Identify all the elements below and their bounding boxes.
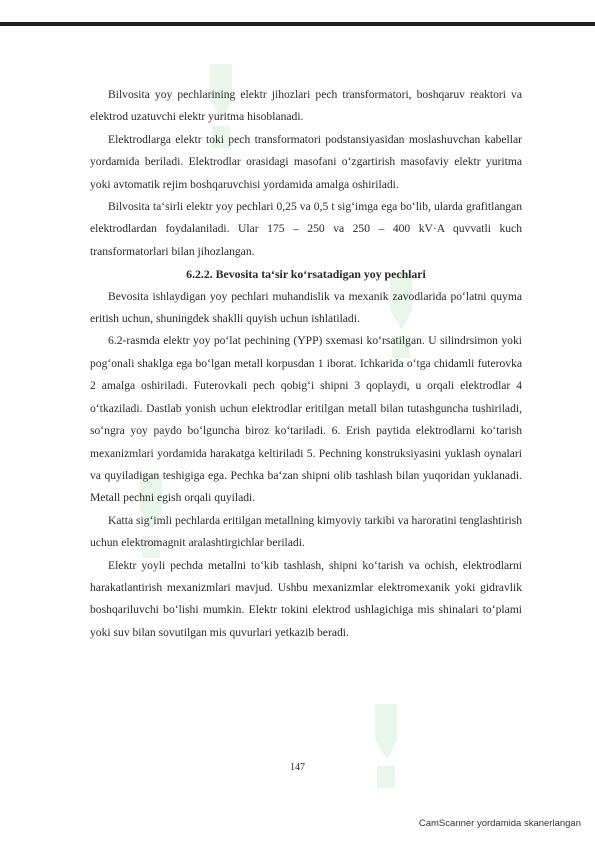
page-number: 147 — [290, 762, 305, 773]
paragraph: 6.2-rasmda elektr yoy po‘lat pechining (YPP) sxemasi ko‘rsatilgan. U silindrsimon yoki pog‘onali shaklga ega bo‘lgan metall korpusdan 1 iborat. Ichkarida o‘tga chidamli futerovka 2 amalga oshiriladi. Futerovkali pech qobig‘i shipni 3 qoplaydi, u orqali elektrodlar 4 o‘tkaziladi. Dastlab yonish uchun elektrodlar eritilgan metall bilan tutashguncha tushiriladi, so‘ngra yoy paydo bo‘lguncha biroz ko‘tariladi. 6. Erish paytida elektrodlarni ko‘tarish mexanizmlari yordamida harakatga keltiriladi 5. Pechning konstruksiyasini yuklash oynalari va quyiladigan teshigiga ega. Pechka ba‘zan shipni olib tashlash bilan yuqoridan yuklanadi. Metall pechni egish orqali quyiladi. — [90, 334, 522, 505]
paragraph: Bilvosita yoy pechlarining elektr jihozlari pech transformatori, boshqaruv reaktori va elektrod uzatuvchi elektr yuritma hisoblanadi. — [90, 88, 522, 124]
paragraph: Elektrodlarga elektr toki pech transformatori podstansiyasidan moslashuvchan kabellar yordamida beriladi. Elektrodlar orasidagi masofani o‘zgartirish masofaviy elektr yuritma yoki avtomatik rejim boshqaruvchisi yordamida amalga oshiriladi. — [90, 132, 522, 191]
paragraph: Elektr yoyli pechda metallni to‘kib tashlash, shipni ko‘tarish va ochish, elektrodlarni harakatlantirish mexanizmlari mavjud. Ushbu mexanizmlar elektromexanik yoki gidravlik boshqariluvchi bo‘lishi mumkin. Elektr tokini elektrod ushlagichiga mis shinalari to‘plami yoki suv bilan sovutilgan mis quvurlari yetkazib beradi. — [90, 558, 522, 639]
paragraph: Bilvosita ta‘sirli elektr yoy pechlari 0,25 va 0,5 t sig‘imga ega bo‘lib, ularda grafitlangan elektrodlardan foydalaniladi. Ular 175 – 250 va 250 – 400 kV·A quvvatli kuch transformatorlari bilan jihozlangan. — [90, 200, 522, 258]
paragraph: Bevosita ishlaydigan yoy pechlari muhandislik va mexanik zavodlarida po‘latni quyma eritish uchun, shuningdek shaklli quyish uchun ishlatiladi. — [90, 289, 522, 326]
scanner-footer: CamScanner yordamida skanerlangan — [418, 818, 581, 829]
top-rule — [0, 22, 595, 26]
watermark-leaf-icon — [365, 700, 407, 792]
paragraph: Katta sig‘imli pechlarda eritilgan metallning kimyoviy tarkibi va haroratini tenglashtirish uchun elektromagnit aralashtirgichlar beriladi. — [90, 513, 522, 550]
section-heading: 6.2.2. Bevosita ta‘sir ko‘rsatadigan yoy pechlari — [186, 267, 426, 282]
page-content — [90, 84, 522, 644]
